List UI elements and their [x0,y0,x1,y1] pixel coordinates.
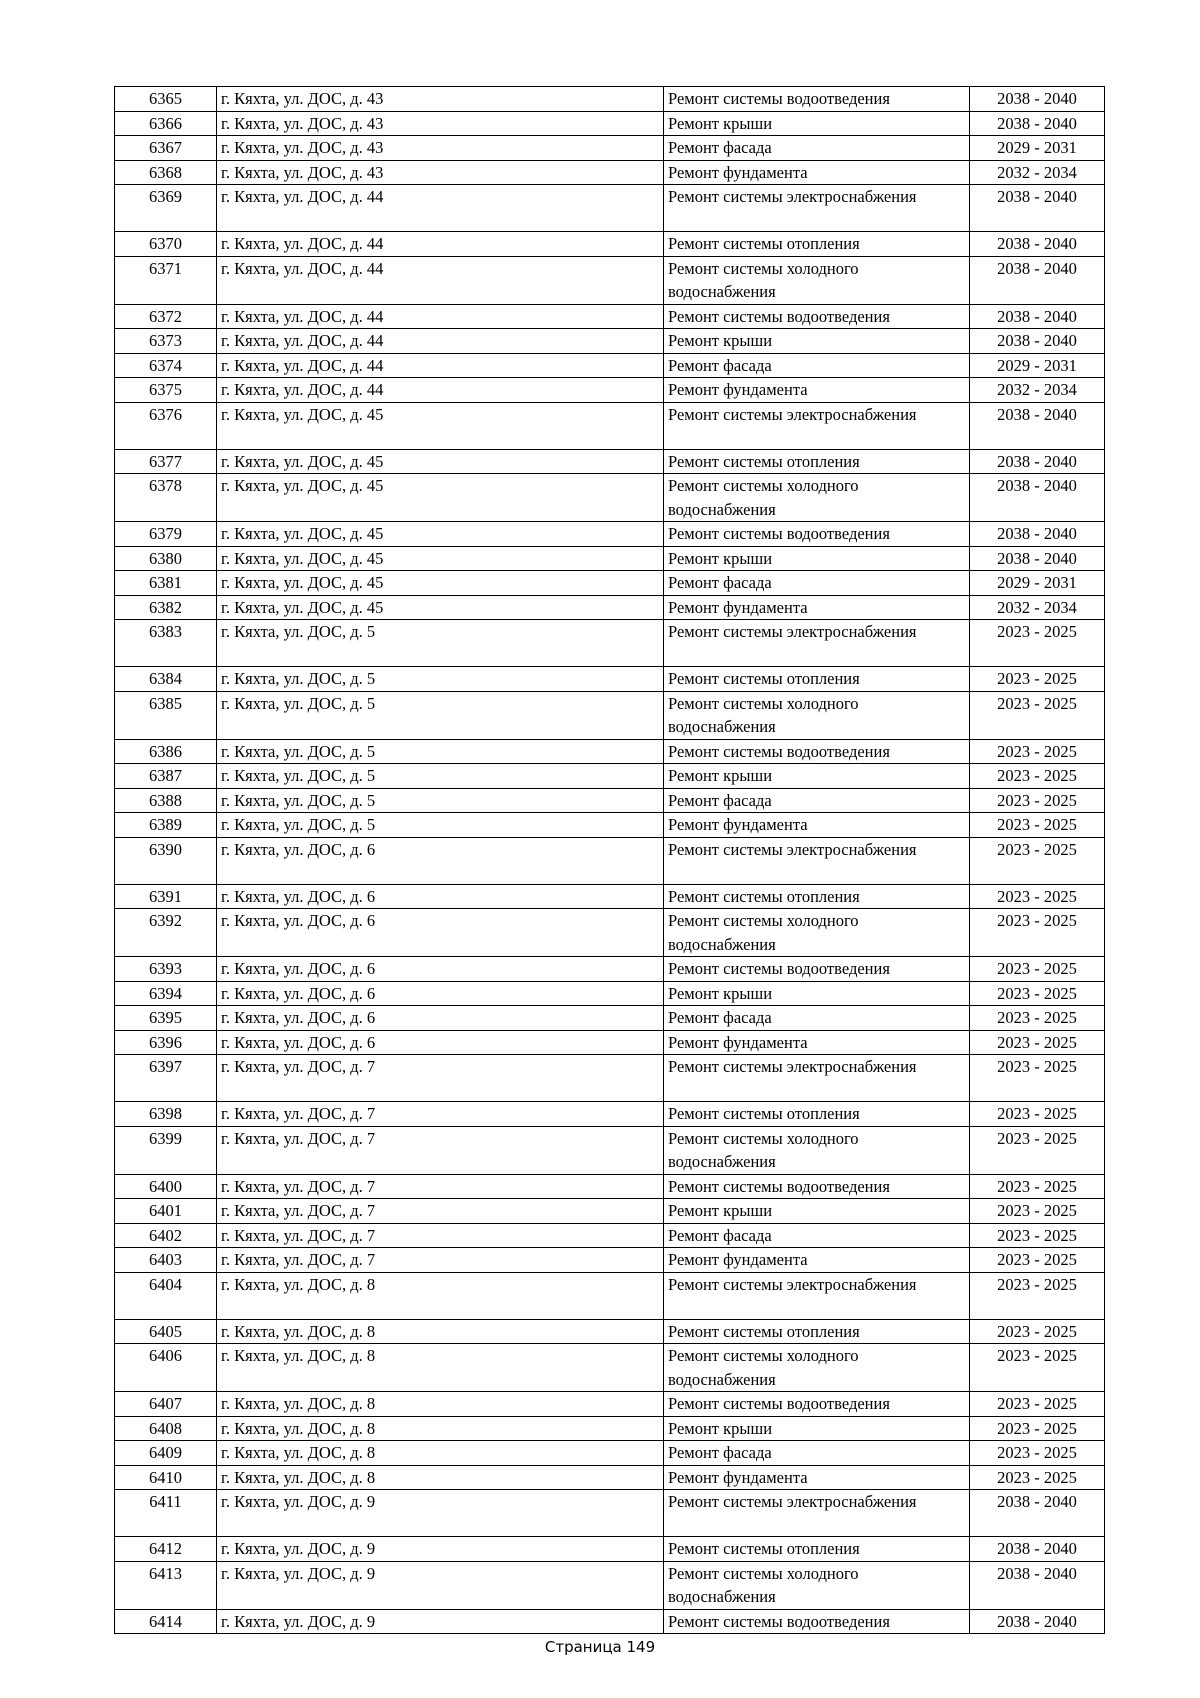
period-cell: 2023 - 2025 [970,1344,1105,1392]
table-row [115,1441,1105,1466]
table-row [115,160,1105,185]
address-cell: г. Кяхта, ул. ДОС, д. 44 [217,256,664,304]
table-row [115,1199,1105,1224]
address-cell: г. Кяхта, ул. ДОС, д. 5 [217,813,664,838]
period-cell: 2023 - 2025 [970,764,1105,789]
period-cell: 2038 - 2040 [970,329,1105,354]
work-type-cell: Ремонт фасада [664,1223,970,1248]
table-row [115,571,1105,596]
work-type-cell: Ремонт системы водоотведения [664,304,970,329]
address-cell: г. Кяхта, ул. ДОС, д. 6 [217,837,664,884]
table-row [115,402,1105,449]
row-number-cell: 6383 [115,620,217,667]
work-type-cell: Ремонт фасада [664,1441,970,1466]
address-cell: г. Кяхта, ул. ДОС, д. 5 [217,691,664,739]
table-row [115,1537,1105,1562]
repair-schedule-table [114,86,1105,1634]
work-type-cell: Ремонт системы отопления [664,1537,970,1562]
work-type-cell: Ремонт системы электроснабжения [664,837,970,884]
address-cell: г. Кяхта, ул. ДОС, д. 5 [217,667,664,692]
period-cell: 2038 - 2040 [970,1609,1105,1634]
period-cell: 2023 - 2025 [970,1272,1105,1319]
period-cell: 2032 - 2034 [970,378,1105,403]
period-cell: 2023 - 2025 [970,957,1105,982]
work-type-cell: Ремонт крыши [664,329,970,354]
address-cell: г. Кяхта, ул. ДОС, д. 7 [217,1174,664,1199]
row-number-cell: 6396 [115,1030,217,1055]
period-cell: 2023 - 2025 [970,788,1105,813]
row-number-cell: 6378 [115,474,217,522]
table-row [115,764,1105,789]
work-type-cell: Ремонт фундамента [664,813,970,838]
row-number-cell: 6403 [115,1248,217,1273]
address-cell: г. Кяхта, ул. ДОС, д. 7 [217,1126,664,1174]
address-cell: г. Кяхта, ул. ДОС, д. 5 [217,620,664,667]
period-cell: 2029 - 2031 [970,571,1105,596]
address-cell: г. Кяхта, ул. ДОС, д. 6 [217,1030,664,1055]
table-row [115,1465,1105,1490]
row-number-cell: 6410 [115,1465,217,1490]
period-cell: 2038 - 2040 [970,546,1105,571]
table-row [115,788,1105,813]
address-cell: г. Кяхта, ул. ДОС, д. 9 [217,1490,664,1537]
period-cell: 2038 - 2040 [970,474,1105,522]
period-cell: 2023 - 2025 [970,739,1105,764]
period-cell: 2023 - 2025 [970,1392,1105,1417]
row-number-cell: 6385 [115,691,217,739]
work-type-cell: Ремонт системы холодного водоснабжения [664,691,970,739]
period-cell: 2023 - 2025 [970,620,1105,667]
period-cell: 2038 - 2040 [970,522,1105,547]
period-cell: 2038 - 2040 [970,185,1105,232]
work-type-cell: Ремонт фасада [664,571,970,596]
row-number-cell: 6401 [115,1199,217,1224]
row-number-cell: 6375 [115,378,217,403]
period-cell: 2023 - 2025 [970,981,1105,1006]
row-number-cell: 6407 [115,1392,217,1417]
row-number-cell: 6392 [115,909,217,957]
work-type-cell: Ремонт системы водоотведения [664,87,970,112]
work-type-cell: Ремонт системы электроснабжения [664,185,970,232]
table-row [115,449,1105,474]
table-row [115,739,1105,764]
address-cell: г. Кяхта, ул. ДОС, д. 44 [217,378,664,403]
table-row [115,1319,1105,1344]
table-row [115,1490,1105,1537]
table-row [115,136,1105,161]
table-row [115,837,1105,884]
work-type-cell: Ремонт фасада [664,788,970,813]
work-type-cell: Ремонт системы отопления [664,1319,970,1344]
table-row [115,304,1105,329]
address-cell: г. Кяхта, ул. ДОС, д. 6 [217,909,664,957]
table-row [115,353,1105,378]
table-row [115,474,1105,522]
address-cell: г. Кяхта, ул. ДОС, д. 8 [217,1344,664,1392]
row-number-cell: 6399 [115,1126,217,1174]
work-type-cell: Ремонт крыши [664,1416,970,1441]
row-number-cell: 6368 [115,160,217,185]
row-number-cell: 6405 [115,1319,217,1344]
table-row [115,1223,1105,1248]
row-number-cell: 6408 [115,1416,217,1441]
work-type-cell: Ремонт системы водоотведения [664,1174,970,1199]
period-cell: 2023 - 2025 [970,1102,1105,1127]
work-type-cell: Ремонт фасада [664,136,970,161]
row-number-cell: 6377 [115,449,217,474]
work-type-cell: Ремонт системы водоотведения [664,957,970,982]
table-row [115,1416,1105,1441]
address-cell: г. Кяхта, ул. ДОС, д. 8 [217,1272,664,1319]
row-number-cell: 6381 [115,571,217,596]
table-row [115,957,1105,982]
address-cell: г. Кяхта, ул. ДОС, д. 45 [217,474,664,522]
table-row [115,185,1105,232]
period-cell: 2038 - 2040 [970,256,1105,304]
address-cell: г. Кяхта, ул. ДОС, д. 8 [217,1416,664,1441]
row-number-cell: 6414 [115,1609,217,1634]
row-number-cell: 6389 [115,813,217,838]
work-type-cell: Ремонт системы электроснабжения [664,1490,970,1537]
row-number-cell: 6413 [115,1561,217,1609]
table-row [115,546,1105,571]
table-row [115,111,1105,136]
table-row [115,691,1105,739]
row-number-cell: 6404 [115,1272,217,1319]
work-type-cell: Ремонт системы электроснабжения [664,1055,970,1102]
work-type-cell: Ремонт системы электроснабжения [664,620,970,667]
row-number-cell: 6367 [115,136,217,161]
table-row [115,1392,1105,1417]
period-cell: 2038 - 2040 [970,402,1105,449]
period-cell: 2038 - 2040 [970,1537,1105,1562]
row-number-cell: 6372 [115,304,217,329]
work-type-cell: Ремонт системы электроснабжения [664,1272,970,1319]
work-type-cell: Ремонт фасада [664,353,970,378]
period-cell: 2029 - 2031 [970,353,1105,378]
work-type-cell: Ремонт системы холодного водоснабжения [664,1344,970,1392]
table-row [115,620,1105,667]
address-cell: г. Кяхта, ул. ДОС, д. 8 [217,1441,664,1466]
address-cell: г. Кяхта, ул. ДОС, д. 43 [217,160,664,185]
address-cell: г. Кяхта, ул. ДОС, д. 6 [217,957,664,982]
row-number-cell: 6397 [115,1055,217,1102]
period-cell: 2023 - 2025 [970,1199,1105,1224]
table-row [115,667,1105,692]
work-type-cell: Ремонт системы водоотведения [664,739,970,764]
address-cell: г. Кяхта, ул. ДОС, д. 6 [217,981,664,1006]
table-row [115,378,1105,403]
work-type-cell: Ремонт системы холодного водоснабжения [664,909,970,957]
address-cell: г. Кяхта, ул. ДОС, д. 43 [217,87,664,112]
address-cell: г. Кяхта, ул. ДОС, д. 45 [217,449,664,474]
work-type-cell: Ремонт системы холодного водоснабжения [664,1561,970,1609]
row-number-cell: 6388 [115,788,217,813]
table-row [115,1006,1105,1031]
row-number-cell: 6382 [115,595,217,620]
period-cell: 2023 - 2025 [970,691,1105,739]
row-number-cell: 6394 [115,981,217,1006]
table-row [115,1272,1105,1319]
period-cell: 2023 - 2025 [970,1441,1105,1466]
period-cell: 2023 - 2025 [970,1223,1105,1248]
table-row [115,329,1105,354]
row-number-cell: 6384 [115,667,217,692]
address-cell: г. Кяхта, ул. ДОС, д. 7 [217,1223,664,1248]
address-cell: г. Кяхта, ул. ДОС, д. 7 [217,1248,664,1273]
period-cell: 2038 - 2040 [970,1561,1105,1609]
row-number-cell: 6365 [115,87,217,112]
table-row [115,232,1105,257]
row-number-cell: 6380 [115,546,217,571]
address-cell: г. Кяхта, ул. ДОС, д. 7 [217,1102,664,1127]
row-number-cell: 6373 [115,329,217,354]
table-row [115,909,1105,957]
table-row [115,522,1105,547]
period-cell: 2029 - 2031 [970,136,1105,161]
row-number-cell: 6390 [115,837,217,884]
address-cell: г. Кяхта, ул. ДОС, д. 45 [217,522,664,547]
period-cell: 2038 - 2040 [970,87,1105,112]
address-cell: г. Кяхта, ул. ДОС, д. 7 [217,1055,664,1102]
row-number-cell: 6391 [115,884,217,909]
table-row [115,1248,1105,1273]
work-type-cell: Ремонт системы холодного водоснабжения [664,1126,970,1174]
work-type-cell: Ремонт фундамента [664,378,970,403]
address-cell: г. Кяхта, ул. ДОС, д. 45 [217,402,664,449]
page-number: Страница 149 [544,1638,656,1656]
row-number-cell: 6366 [115,111,217,136]
period-cell: 2032 - 2034 [970,160,1105,185]
period-cell: 2038 - 2040 [970,111,1105,136]
work-type-cell: Ремонт крыши [664,764,970,789]
period-cell: 2023 - 2025 [970,837,1105,884]
work-type-cell: Ремонт крыши [664,546,970,571]
period-cell: 2023 - 2025 [970,813,1105,838]
address-cell: г. Кяхта, ул. ДОС, д. 5 [217,739,664,764]
work-type-cell: Ремонт системы холодного водоснабжения [664,256,970,304]
row-number-cell: 6369 [115,185,217,232]
table-row [115,1126,1105,1174]
work-type-cell: Ремонт системы водоотведения [664,1392,970,1417]
work-type-cell: Ремонт фасада [664,1006,970,1031]
address-cell: г. Кяхта, ул. ДОС, д. 7 [217,1199,664,1224]
address-cell: г. Кяхта, ул. ДОС, д. 9 [217,1537,664,1562]
row-number-cell: 6371 [115,256,217,304]
table-row [115,1055,1105,1102]
period-cell: 2038 - 2040 [970,232,1105,257]
row-number-cell: 6379 [115,522,217,547]
table-row [115,1030,1105,1055]
address-cell: г. Кяхта, ул. ДОС, д. 45 [217,546,664,571]
work-type-cell: Ремонт системы водоотведения [664,1609,970,1634]
address-cell: г. Кяхта, ул. ДОС, д. 9 [217,1609,664,1634]
work-type-cell: Ремонт фундамента [664,1248,970,1273]
address-cell: г. Кяхта, ул. ДОС, д. 5 [217,788,664,813]
row-number-cell: 6376 [115,402,217,449]
address-cell: г. Кяхта, ул. ДОС, д. 6 [217,884,664,909]
address-cell: г. Кяхта, ул. ДОС, д. 43 [217,111,664,136]
address-cell: г. Кяхта, ул. ДОС, д. 8 [217,1465,664,1490]
table-body [115,87,1105,1634]
work-type-cell: Ремонт системы электроснабжения [664,402,970,449]
address-cell: г. Кяхта, ул. ДОС, д. 6 [217,1006,664,1031]
period-cell: 2023 - 2025 [970,1030,1105,1055]
table-row [115,1102,1105,1127]
table-row [115,1344,1105,1392]
period-cell: 2023 - 2025 [970,1126,1105,1174]
address-cell: г. Кяхта, ул. ДОС, д. 44 [217,304,664,329]
address-cell: г. Кяхта, ул. ДОС, д. 45 [217,595,664,620]
work-type-cell: Ремонт крыши [664,981,970,1006]
work-type-cell: Ремонт системы отопления [664,1102,970,1127]
address-cell: г. Кяхта, ул. ДОС, д. 44 [217,185,664,232]
table-row [115,1609,1105,1634]
work-type-cell: Ремонт системы отопления [664,232,970,257]
table-row [115,87,1105,112]
row-number-cell: 6387 [115,764,217,789]
row-number-cell: 6370 [115,232,217,257]
table-row [115,1174,1105,1199]
row-number-cell: 6406 [115,1344,217,1392]
address-cell: г. Кяхта, ул. ДОС, д. 8 [217,1319,664,1344]
address-cell: г. Кяхта, ул. ДОС, д. 44 [217,232,664,257]
work-type-cell: Ремонт фундамента [664,595,970,620]
work-type-cell: Ремонт фундамента [664,160,970,185]
work-type-cell: Ремонт системы отопления [664,667,970,692]
period-cell: 2023 - 2025 [970,1174,1105,1199]
period-cell: 2023 - 2025 [970,1319,1105,1344]
work-type-cell: Ремонт системы отопления [664,884,970,909]
period-cell: 2038 - 2040 [970,1490,1105,1537]
period-cell: 2023 - 2025 [970,1416,1105,1441]
period-cell: 2038 - 2040 [970,449,1105,474]
table-row [115,256,1105,304]
row-number-cell: 6411 [115,1490,217,1537]
address-cell: г. Кяхта, ул. ДОС, д. 44 [217,329,664,354]
table-row [115,981,1105,1006]
address-cell: г. Кяхта, ул. ДОС, д. 44 [217,353,664,378]
period-cell: 2023 - 2025 [970,667,1105,692]
row-number-cell: 6402 [115,1223,217,1248]
table-row [115,884,1105,909]
address-cell: г. Кяхта, ул. ДОС, д. 43 [217,136,664,161]
work-type-cell: Ремонт фундамента [664,1030,970,1055]
table-row [115,595,1105,620]
period-cell: 2023 - 2025 [970,1248,1105,1273]
row-number-cell: 6409 [115,1441,217,1466]
period-cell: 2032 - 2034 [970,595,1105,620]
period-cell: 2023 - 2025 [970,1006,1105,1031]
period-cell: 2038 - 2040 [970,304,1105,329]
work-type-cell: Ремонт крыши [664,1199,970,1224]
period-cell: 2023 - 2025 [970,884,1105,909]
row-number-cell: 6374 [115,353,217,378]
address-cell: г. Кяхта, ул. ДОС, д. 8 [217,1392,664,1417]
row-number-cell: 6412 [115,1537,217,1562]
work-type-cell: Ремонт системы холодного водоснабжения [664,474,970,522]
table-row [115,813,1105,838]
period-cell: 2023 - 2025 [970,909,1105,957]
row-number-cell: 6400 [115,1174,217,1199]
row-number-cell: 6393 [115,957,217,982]
work-type-cell: Ремонт системы отопления [664,449,970,474]
row-number-cell: 6398 [115,1102,217,1127]
work-type-cell: Ремонт фундамента [664,1465,970,1490]
period-cell: 2023 - 2025 [970,1055,1105,1102]
table-row [115,1561,1105,1609]
work-type-cell: Ремонт системы водоотведения [664,522,970,547]
period-cell: 2023 - 2025 [970,1465,1105,1490]
work-type-cell: Ремонт крыши [664,111,970,136]
address-cell: г. Кяхта, ул. ДОС, д. 9 [217,1561,664,1609]
address-cell: г. Кяхта, ул. ДОС, д. 5 [217,764,664,789]
row-number-cell: 6386 [115,739,217,764]
address-cell: г. Кяхта, ул. ДОС, д. 45 [217,571,664,596]
row-number-cell: 6395 [115,1006,217,1031]
